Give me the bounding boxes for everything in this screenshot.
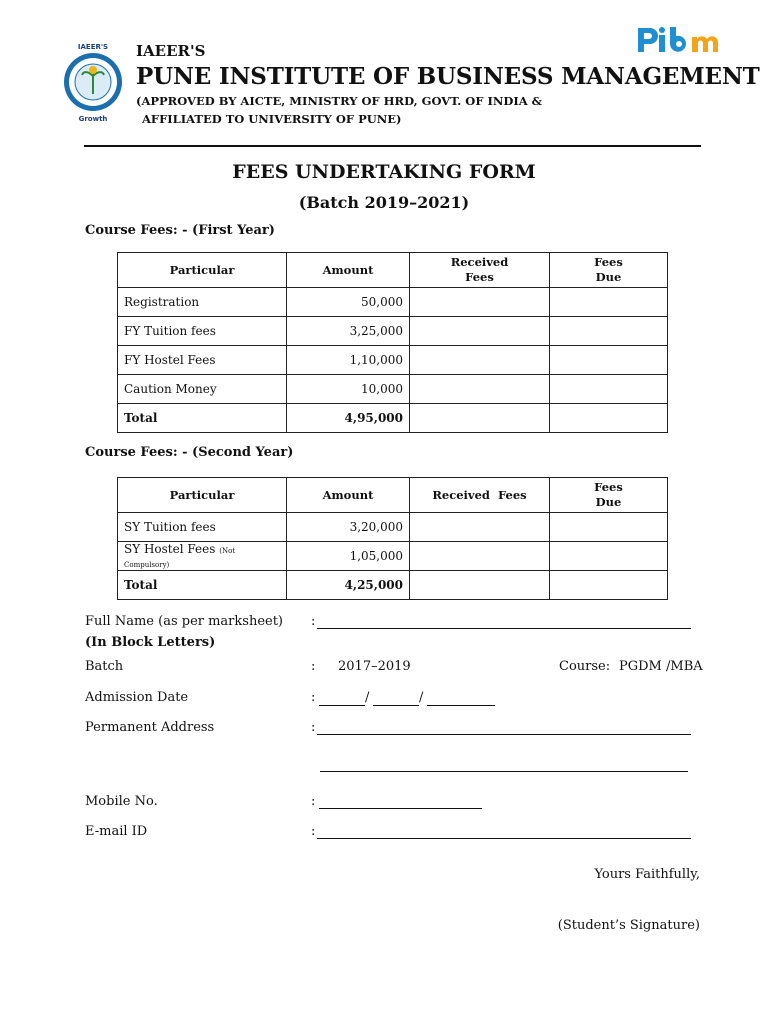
received-fees-cell[interactable]: [410, 571, 550, 600]
svg-text:Growth: Growth: [78, 115, 108, 122]
fees-due-cell[interactable]: [550, 571, 668, 600]
table-row: [118, 346, 668, 375]
received-fees-cell[interactable]: [410, 317, 550, 346]
table-row: [118, 375, 668, 404]
header-amount: Amount: [287, 253, 410, 288]
admission-day-field[interactable]: [319, 705, 365, 706]
particular-cell: Caution Money: [118, 375, 287, 404]
admission-year-field[interactable]: [427, 705, 495, 706]
amount-cell: 50,000: [287, 288, 410, 317]
fees-due-cell[interactable]: [550, 288, 668, 317]
svg-text:IAEER'S: IAEER'S: [77, 43, 109, 51]
total-amount: 4,95,000: [287, 404, 410, 433]
header-received-fees: Received Fees: [410, 478, 550, 513]
header-amount: Amount: [287, 478, 410, 513]
amount-cell: 3,25,000: [287, 317, 410, 346]
address-line-1-field[interactable]: [317, 734, 691, 735]
approval-line: (APPROVED BY AICTE, MINISTRY OF HRD, GOVT. OF INDIA &: [136, 94, 543, 108]
society-name: IAEER'S: [136, 42, 206, 60]
received-fees-cell[interactable]: [410, 375, 550, 404]
header-particular: Particular: [118, 253, 287, 288]
received-fees-cell[interactable]: [410, 404, 550, 433]
received-fees-cell[interactable]: [410, 542, 550, 571]
colon: :: [311, 824, 316, 839]
header-particular: Particular: [118, 478, 287, 513]
table-header-row: [118, 253, 668, 288]
amount-cell: 10,000: [287, 375, 410, 404]
institute-seal-logo: [62, 42, 124, 122]
full-name-label: Full Name (as per marksheet): [85, 614, 284, 629]
received-fees-cell[interactable]: [410, 288, 550, 317]
mobile-field[interactable]: [319, 808, 482, 809]
full-name-field[interactable]: [317, 628, 691, 629]
permanent-address-label: Permanent Address: [85, 720, 215, 735]
total-label: Total: [118, 571, 287, 600]
email-field[interactable]: [317, 838, 691, 839]
admission-date-label: Admission Date: [85, 690, 189, 705]
first-year-label: Course Fees: - (First Year): [85, 223, 275, 238]
fees-due-cell[interactable]: [550, 375, 668, 404]
first-year-fees-table: [117, 252, 668, 433]
date-separator: /: [365, 690, 370, 705]
fees-due-cell[interactable]: [550, 317, 668, 346]
batch-label: Batch: [85, 659, 124, 674]
mobile-label: Mobile No.: [85, 794, 158, 809]
colon: :: [311, 659, 316, 674]
institute-name: PUNE INSTITUTE OF BUSINESS MANAGEMENT: [136, 63, 760, 90]
affiliation-line: AFFILIATED TO UNIVERSITY OF PUNE): [142, 112, 402, 126]
form-title: FEES UNDERTAKING FORM: [232, 161, 536, 183]
student-signature-label: (Student’s Signature): [557, 918, 700, 933]
batch-value: 2017–2019: [338, 659, 411, 674]
total-label: Total: [118, 404, 287, 433]
header-divider: [84, 145, 701, 147]
total-row: [118, 404, 668, 433]
not-compulsory-note: (Not Compulsory): [124, 547, 236, 569]
fees-due-cell[interactable]: [550, 346, 668, 375]
header-fees-due: Fees Due: [550, 253, 668, 288]
second-year-fees-table: [117, 477, 668, 600]
table-row: [118, 513, 668, 542]
table-row: [118, 288, 668, 317]
table-row: [118, 542, 668, 571]
total-row: [118, 571, 668, 600]
header-received-fees: Received Fees: [410, 253, 550, 288]
batch-title: (Batch 2019–2021): [298, 193, 470, 212]
course-label: Course:: [559, 659, 611, 674]
particular-cell: FY Hostel Fees: [118, 346, 287, 375]
fees-due-cell[interactable]: [550, 513, 668, 542]
particular-cell: SY Tuition fees: [118, 513, 287, 542]
course-value: PGDM /MBA: [619, 659, 703, 674]
fees-due-cell[interactable]: [550, 542, 668, 571]
colon: :: [311, 720, 316, 735]
particular-cell: FY Tuition fees: [118, 317, 287, 346]
address-line-2-field[interactable]: [320, 771, 688, 772]
particular-cell: Registration: [118, 288, 287, 317]
table-header-row: [118, 478, 668, 513]
fees-due-cell[interactable]: [550, 404, 668, 433]
colon: :: [311, 690, 316, 705]
received-fees-cell[interactable]: [410, 513, 550, 542]
email-label: E-mail ID: [85, 824, 148, 839]
yours-faithfully: Yours Faithfully,: [594, 867, 700, 882]
second-year-label: Course Fees: - (Second Year): [85, 445, 294, 460]
admission-month-field[interactable]: [373, 705, 419, 706]
table-row: [118, 317, 668, 346]
amount-cell: 1,05,000: [287, 542, 410, 571]
block-letters-label: (In Block Letters): [85, 635, 216, 650]
received-fees-cell[interactable]: [410, 346, 550, 375]
date-separator: /: [419, 690, 424, 705]
header-fees-due: Fees Due: [550, 478, 668, 513]
amount-cell: 3,20,000: [287, 513, 410, 542]
amount-cell: 1,10,000: [287, 346, 410, 375]
total-amount: 4,25,000: [287, 571, 410, 600]
colon: :: [311, 614, 316, 629]
pibm-logo: [634, 24, 724, 56]
particular-cell: SY Hostel Fees (Not Compulsory): [118, 542, 287, 571]
colon: :: [311, 794, 316, 809]
